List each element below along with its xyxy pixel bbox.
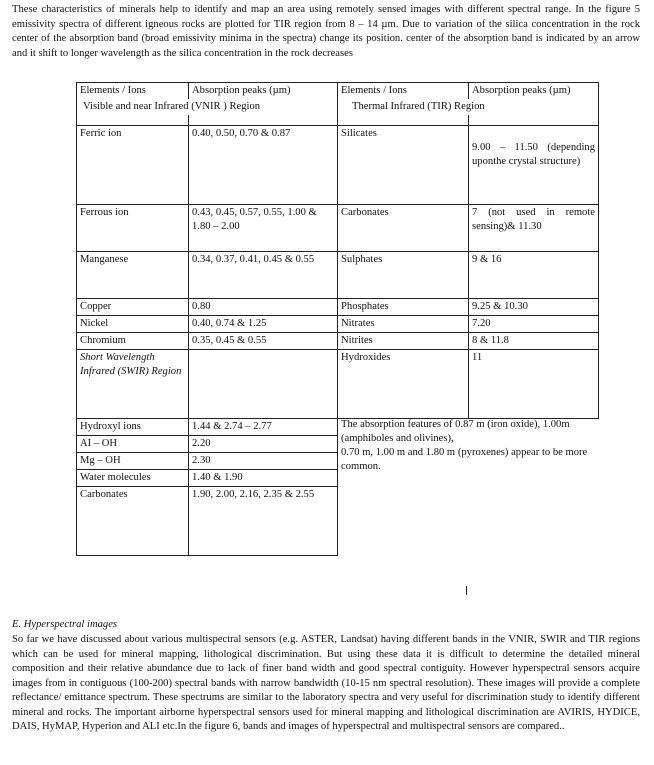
intro-paragraph: These characteristics of minerals help to identify and map an area using remotely sensed images with different spectral range. In the figure 5 emissivity spectra of different igneous rocks are plotted for TIR region from 8 – 14 µm. Due to variation of the silica concentration in the rock center of the absorption band (broad emissivity minima in the spectra) change its position. center of the absorption band is indicated by an arrow and it shift to longer wavelength as the silica concentration in the rock decreases xyxy=(12,4,640,59)
table-row xyxy=(77,205,599,252)
cell-peaks: 7 (not used in remote sensing)& 11.30 xyxy=(469,205,599,252)
cell-peaks: 9.25 & 10.30 xyxy=(469,299,599,316)
cell-element: Carbonates xyxy=(338,205,469,252)
cell-element: Nitrites xyxy=(338,333,469,350)
cell-peaks: 7.20 xyxy=(469,316,599,333)
cell-element: Manganese xyxy=(77,252,189,299)
header-absorption-right: Absorption peaks (µm) xyxy=(469,83,599,100)
header-absorption-left: Absorption peaks (µm) xyxy=(189,83,338,100)
cell-peaks: 0.34, 0.37, 0.41, 0.45 & 0.55 xyxy=(189,252,338,299)
cell-element: Chromium xyxy=(77,333,189,350)
cell-peaks: 1.90, 2.00, 2.16, 2.35 & 2.55 xyxy=(189,487,338,546)
cell-element: Ferrous ion xyxy=(77,205,189,252)
cell-element: Mg – OH xyxy=(77,453,189,470)
cell-empty xyxy=(189,350,338,409)
table-row xyxy=(77,350,599,409)
cell-peaks: 9 & 16 xyxy=(469,252,599,299)
cell-peaks: 0.80 xyxy=(189,299,338,316)
region-tir: Thermal Infrared (TIR) Region xyxy=(338,99,599,115)
table-row xyxy=(77,316,599,333)
cell-element: Copper xyxy=(77,299,189,316)
cell-peaks: 9.00 – 11.50 (depending uponthe crystal structure) xyxy=(469,126,599,205)
table-row xyxy=(77,126,599,205)
table-tick-mark xyxy=(466,586,467,595)
cell-element: Phosphates xyxy=(338,299,469,316)
cell-element: AI – OH xyxy=(77,436,189,453)
cell-peaks: 0.40, 0.74 & 1.25 xyxy=(189,316,338,333)
cell-peaks: 2.20 xyxy=(189,436,338,453)
cell-peaks: 2.30 xyxy=(189,453,338,470)
cell-peaks: 0.43, 0.45, 0.57, 0.55, 1.00 & 1.80 – 2.00 xyxy=(189,205,338,252)
region-swir: Short Wavelength Infrared (SWIR) Region xyxy=(77,350,189,409)
note-line: 0.70 m, 1.00 m and 1.80 m (pyroxenes) appear to be more common. xyxy=(341,447,588,472)
table-header-row xyxy=(77,83,599,100)
cell-element: Hydroxyl ions xyxy=(77,419,189,436)
cell-peaks: 11 xyxy=(469,350,599,409)
region-row xyxy=(77,99,599,115)
header-elements-right: Elements / Ions xyxy=(338,83,469,100)
cell-peaks: 1.40 & 1.90 xyxy=(189,470,338,487)
gap-row xyxy=(77,408,599,419)
cell-element: Nitrates xyxy=(338,316,469,333)
cell-peaks: 0.40, 0.50, 0.70 & 0.87 xyxy=(189,126,338,205)
hyperspectral-paragraph: So far we have discussed about various multispectral sensors (e.g. ASTER, Landsat) having different bands in the VNIR, SWIR and TIR regions which can be used for mineral mapping, lithological discrimination. But using these data it is difficult to determine the detailed mineral composition and their relative abundance due to lack of finer band width and good spectral contiguity. However hyperspectral sensors acquire images from in contiguous (100-200) spectral bands with narrow bandwidth (10-15 nm spectral resolution). These images will provide a complete reflectance/ emittance spectrum. These spectrums are similar to the laboratory spectra and very useful for discrimination study to identify different mineral and rocks. The important airborne hyperspectral sensors used for mineral mapping and lithological discrimination are AVIRIS, HYDICE, DAIS, HyMAP, Hyperion and ALI etc.In the figure 6, bands and images of hyperspectral and multispectral sensors are compared.. xyxy=(12,634,640,732)
cell-element: Sulphates xyxy=(338,252,469,299)
cell-element: Carbonates xyxy=(77,487,189,546)
cell-peaks: 0.35, 0.45 & 0.55 xyxy=(189,333,338,350)
cell-element: Nickel xyxy=(77,316,189,333)
section-heading: E. Hyperspectral images xyxy=(12,619,118,630)
cell-element: Silicates xyxy=(338,126,469,205)
header-elements-left: Elements / Ions xyxy=(77,83,189,100)
cell-element: Hydroxides xyxy=(338,350,469,409)
note-line: The absorption features of 0.87 m (iron oxide), 1.00m (amphiboles and olivines), xyxy=(341,419,570,444)
gap-row xyxy=(77,115,599,126)
table-row xyxy=(77,252,599,299)
table-row xyxy=(77,419,599,436)
region-vnir: Visible and near Infrared (VNIR ) Region xyxy=(77,99,338,115)
table-row xyxy=(77,299,599,316)
cell-peaks: 1.44 & 2.74 – 2.77 xyxy=(189,419,338,436)
cell-element: Water molecules xyxy=(77,470,189,487)
absorption-peaks-table xyxy=(76,82,599,556)
note-cell xyxy=(338,419,599,556)
cell-element: Ferric ion xyxy=(77,126,189,205)
cell-peaks: 8 & 11.8 xyxy=(469,333,599,350)
table-row xyxy=(77,333,599,350)
